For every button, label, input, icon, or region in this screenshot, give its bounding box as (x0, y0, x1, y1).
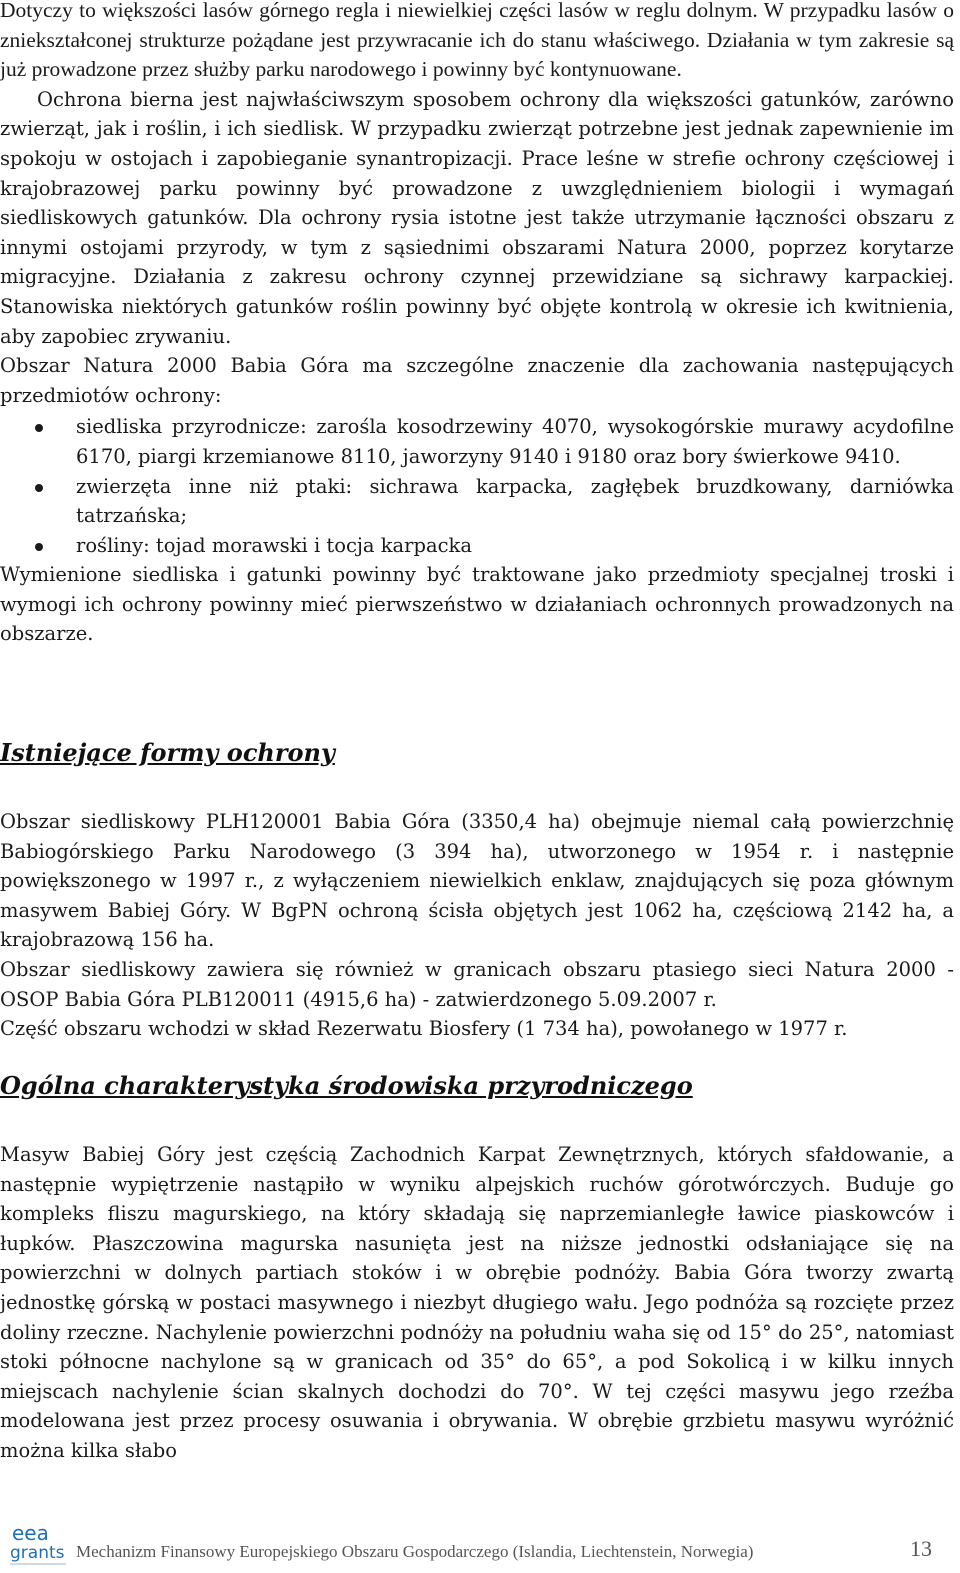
bullet-icon (35, 424, 43, 432)
top-block (0, 0, 954, 649)
paragraph-biosphere-reserve: Część obszaru wchodzi w skład Rezerwatu Biosfery (1 734 ha), powołanego w 1977 r. (0, 1017, 848, 1041)
bullet-icon (35, 543, 43, 551)
paragraph-intro: Dotyczy to większości lasów górnego regla i niewielkiej części lasów w reglu dolnym. W przypadku lasów o zniekształconej strukturze pożądane jest przywracanie ich do stanu właściwego. Działania w tym zakresie są już prowadzone przez służby parku narodowego i powinny być kontynuowane. (0, 0, 954, 82)
paragraph-bird-area: Obszar siedliskowy zawiera się również w granicach obszaru ptasiego sieci Natura 2000 - OSOP Babia Góra PLB120011 (4915,6 ha) - zatwierdzonego 5.09.2007 r. (0, 957, 954, 1011)
eea-grants-logo (8, 1518, 70, 1568)
page-footer (0, 1512, 960, 1572)
list-item-text: rośliny: tojad morawski i tocja karpacka (76, 533, 472, 557)
page-number: 13 (910, 1536, 932, 1561)
paragraph-habitat-area: Obszar siedliskowy PLH120001 Babia Góra (3350,4 ha) obejmuje niemal całą powierzchnię Babiogórskiego Parku Narodowego (3 394 ha), utworzonego w 1954 r. i następnie powiększonego w 1997 r., z wyłączeniem niewielkich enklaw, znajdujących się poza głównym masywem Babiej Góry. W BgPN ochroną ścisła objętych jest 1062 ha, częściową 2142 ha, a krajobrazową 156 ha. (0, 810, 954, 952)
list-item-text: zwierzęta inne niż ptaki: sichrawa karpacka, zagłębek bruzdkowany, darniówka tatrzańska; (76, 474, 954, 528)
section-environment (0, 1071, 954, 1466)
logo-text-eea: eea (12, 1521, 49, 1545)
section-heading: Istniejące formy ochrony (0, 738, 335, 767)
bullet-icon (35, 484, 43, 492)
protection-subjects-list (0, 412, 954, 560)
paragraph-passive-protection: Ochrona bierna jest najwłaściwszym sposobem ochrony dla większości gatunków, zarówno zwierząt, jak i roślin, i ich siedlisk. W przypadku zwierząt potrzebne jest jednak zapewnienie im spokoju w ostojach i zapobieganie synantropizacji. Prace leśne w strefie ochrony częściowej i krajobrazowej parku powinny być prowadzone z uwzględnieniem biologii i wymagań siedliskowych gatunków. Dla ochrony rysia istotne jest także utrzymanie łączności obszaru z innymi ostojami przyrody, w tym z sąsiednimi obszarami Natura 2000, poprzez korytarze migracyjne. Działania z zakresu ochrony czynnej przewidziane są sichrawy karpackiej. Stanowiska niektórych gatunków roślin powinny być objęte kontrolą w okresie ich kwitnienia, aby zapobiec zrywaniu. (0, 87, 954, 348)
list-item (0, 531, 954, 561)
paragraph-special-care: Wymienione siedliska i gatunki powinny być traktowane jako przedmioty specjalnej troski i wymogi ich ochrony powinny mieć pierwszeństwo w działaniach ochronnych prowadzonych na obszarze. (0, 563, 954, 646)
logo-text-grants: grants (10, 1543, 65, 1563)
section-existing-protection (0, 738, 954, 1044)
list-item (0, 412, 954, 471)
eea-grants-logo-icon (8, 1518, 70, 1568)
paragraph-protection-subjects: Obszar Natura 2000 Babia Góra ma szczególne znaczenie dla zachowania następujących przedmiotów ochrony: (0, 354, 954, 407)
footer-text: Mechanizm Finansowy Europejskiego Obszaru Gospodarczego (Islandia, Liechtenstein, Norwegia) (76, 1542, 754, 1561)
list-item-text: siedliska przyrodnicze: zarośla kosodrzewiny 4070, wysokogórskie murawy acydofilne 6170, piargi krzemianowe 8110, jaworzyny 9140 i 9180 oraz bory świerkowe 9410. (76, 415, 954, 468)
list-item (0, 472, 954, 531)
paragraph-geology: Masyw Babiej Góry jest częścią Zachodnich Karpat Zewnętrznych, których sfałdowanie, a następnie wypiętrzenie nastąpiło w wyniku alpejskich ruchów górotwórczych. Buduje go kompleks fliszu magurskiego, na który składają się naprzemianległe ławice piaskowców i łupków. Płaszczowina magurska nasunięta jest na niższe jednostki odsłaniające się na powierzchni w dolnych partiach stoków i w obrębie podnóży. Babia Góra tworzy zwartą jednostkę górską w postaci masywnego i niezbyt długiego wału. Jego podnóża są rozcięte przez doliny rzeczne. Nachylenie powierzchni podnóży na południu waha się od 15° do 25°, natomiast stoki północne nachylone są w granicach od 35° do 65°, a pod Sokolicą i w kilku innych miejscach nachylenie ścian skalnych dochodzi do 70°. W tej części masywu jego rzeźba modelowana jest przez procesy osuwania i obrywania. W obrębie grzbietu masywu wyróżnić można kilka słabo (0, 1143, 954, 1462)
section-heading: Ogólna charakterystyka środowiska przyrodniczego (0, 1071, 693, 1100)
